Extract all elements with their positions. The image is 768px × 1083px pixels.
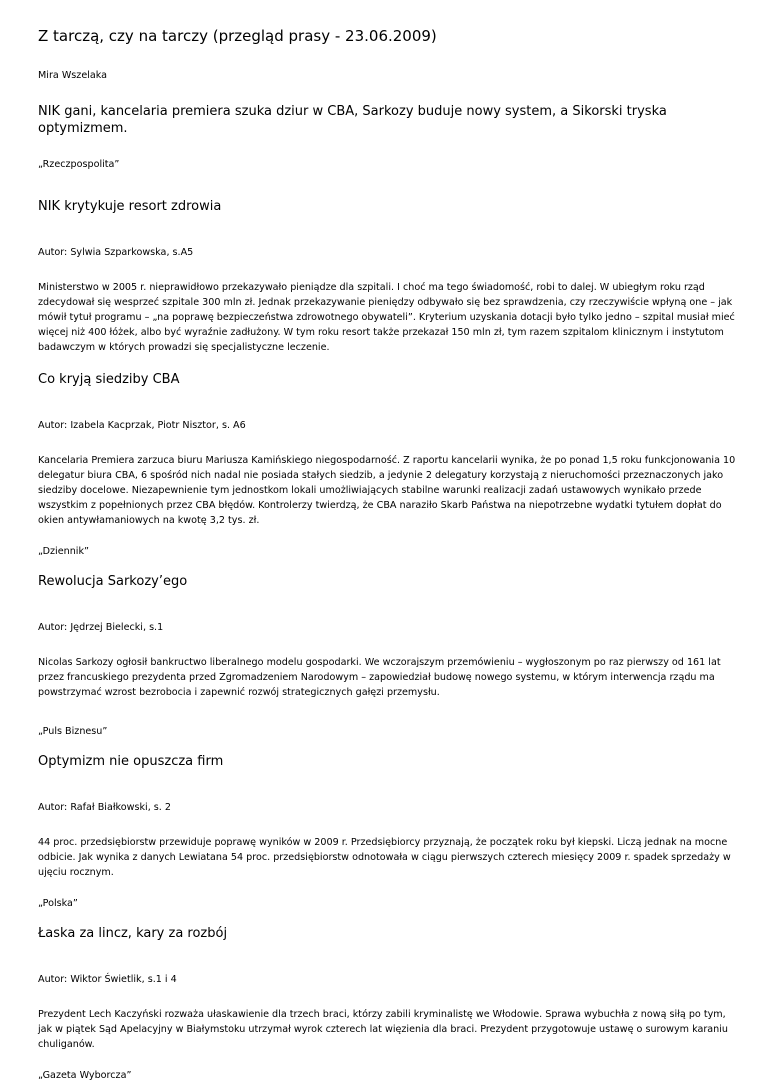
article-source: „Dziennik” xyxy=(38,546,89,557)
article-byline: Autor: Sylwia Szparkowska, s.A5 xyxy=(38,247,194,258)
article-source: „Rzeczpospolita” xyxy=(38,159,120,170)
article-body: Nicolas Sarkozy ogłosił bankructwo liberalnego modelu gospodarki. We wczorajszym przemówieniu – wygłoszonym po raz pierwszy od 161 lat przez francuskiego prezydenta przed Zgromadzeniem Narodowym – zapowiedział budowę nowego systemu, w którym interwencja rządu ma powstrzymać wzrost bezrobocia i zapewnić rozwój strategicznych gałęzi przemysłu. xyxy=(38,657,721,698)
article-body: Ministerstwo w 2005 r. nieprawidłowo przekazywało pieniądze dla szpitali. I choć ma tego świadomość, robi to dalej. W ubiegłym roku rząd zdecydował się wesprzeć szpitale 300 mln zł. Jednak przekazywanie pieniędzy odbywało się bez sprawdzenia, czy rzeczywiście wpłyną one – jak mówił tytuł programu – „na poprawę bezpieczeństwa zdrowotnego obywateli”. Kryterium uzyskania dotacji było tylko jedno – szpital musiał mieć więcej niż 400 łóżek, albo być wyraźnie zadłużony. W tym roku resort także przekazał 150 mln zł, tym razem szpitalom klinicznym i instytutom badawczym w których prowadzi się specjalistyczne leczenie. xyxy=(38,282,735,353)
article-byline: Autor: Wiktor Świetlik, s.1 i 4 xyxy=(38,974,177,985)
article-body: 44 proc. przedsiębiorstw przewiduje poprawę wyników w 2009 r. Przedsiębiorcy przyznają, że początek roku był kiepski. Liczą jednak na mocne odbicie. Jak wynika z danych Lewiatana 54 proc. przedsiębiorstw odnotowała w ciągu pierwszych czterech miesięcy 2009 r. spadek sprzedaży w ujęciu rocznym. xyxy=(38,837,731,878)
page-title: Z tarczą, czy na tarczy (przegląd prasy - 23.06.2009) xyxy=(38,27,437,45)
article-headline: NIK krytykuje resort zdrowia xyxy=(38,199,222,214)
article-byline: Autor: Jędrzej Bielecki, s.1 xyxy=(38,622,164,633)
article-headline: Co kryją siedziby CBA xyxy=(38,372,180,387)
article-byline: Autor: Izabela Kacprzak, Piotr Nisztor, s. A6 xyxy=(38,420,246,431)
article-source: „Puls Biznesu” xyxy=(38,726,108,737)
document-author: Mira Wszelaka xyxy=(38,70,108,81)
article-headline: Optymizm nie opuszcza firm xyxy=(38,754,224,769)
article-headline: Łaska za lincz, kary za rozbój xyxy=(38,926,228,941)
article-source: „Gazeta Wyborcza” xyxy=(38,1070,132,1081)
article-headline: Rewolucja Sarkozy’ego xyxy=(38,574,188,589)
article-byline: Autor: Rafał Białkowski, s. 2 xyxy=(38,802,172,813)
article-source: „Polska” xyxy=(38,898,78,909)
article-body: Kancelaria Premiera zarzuca biuru Mariusza Kamińskiego niegospodarność. Z raportu kancelarii wynika, że po ponad 1,5 roku funkcjonowania 10 delegatur biura CBA, 6 spośród nich nadal nie posiada stałych siedzib, a jedynie 2 delegatury korzystają z nieruchomości przeznaczonych jako siedziby docelowe. Niezapewnienie tym jednostkom lokali umożliwiających stabilne warunki realizacji zadań ustawowych wynikało przede wszystkim z popełnionych przez CBA błędów. Kontrolerzy twierdzą, że CBA naraziło Skarb Państwa na niepotrzebne wydatki tytułem dopłat do okien antywłamaniowych na kwotę 3,2 tys. zł. xyxy=(38,455,736,526)
document-lead: NIK gani, kancelaria premiera szuka dziur w CBA, Sarkozy buduje nowy system, a Sikorski tryska optymizmem. xyxy=(38,104,667,136)
article-body: Prezydent Lech Kaczyński rozważa ułaskawienie dla trzech braci, którzy zabili kryminalistę we Włodowie. Sprawa wybuchła z nową siłą po tym, jak w piątek Sąd Apelacyjny w Białymstoku utrzymał wyrok czterech lat więzienia dla braci. Prezydent przygotowuje ustawę o surowym karaniu chuliganów. xyxy=(38,1009,728,1050)
